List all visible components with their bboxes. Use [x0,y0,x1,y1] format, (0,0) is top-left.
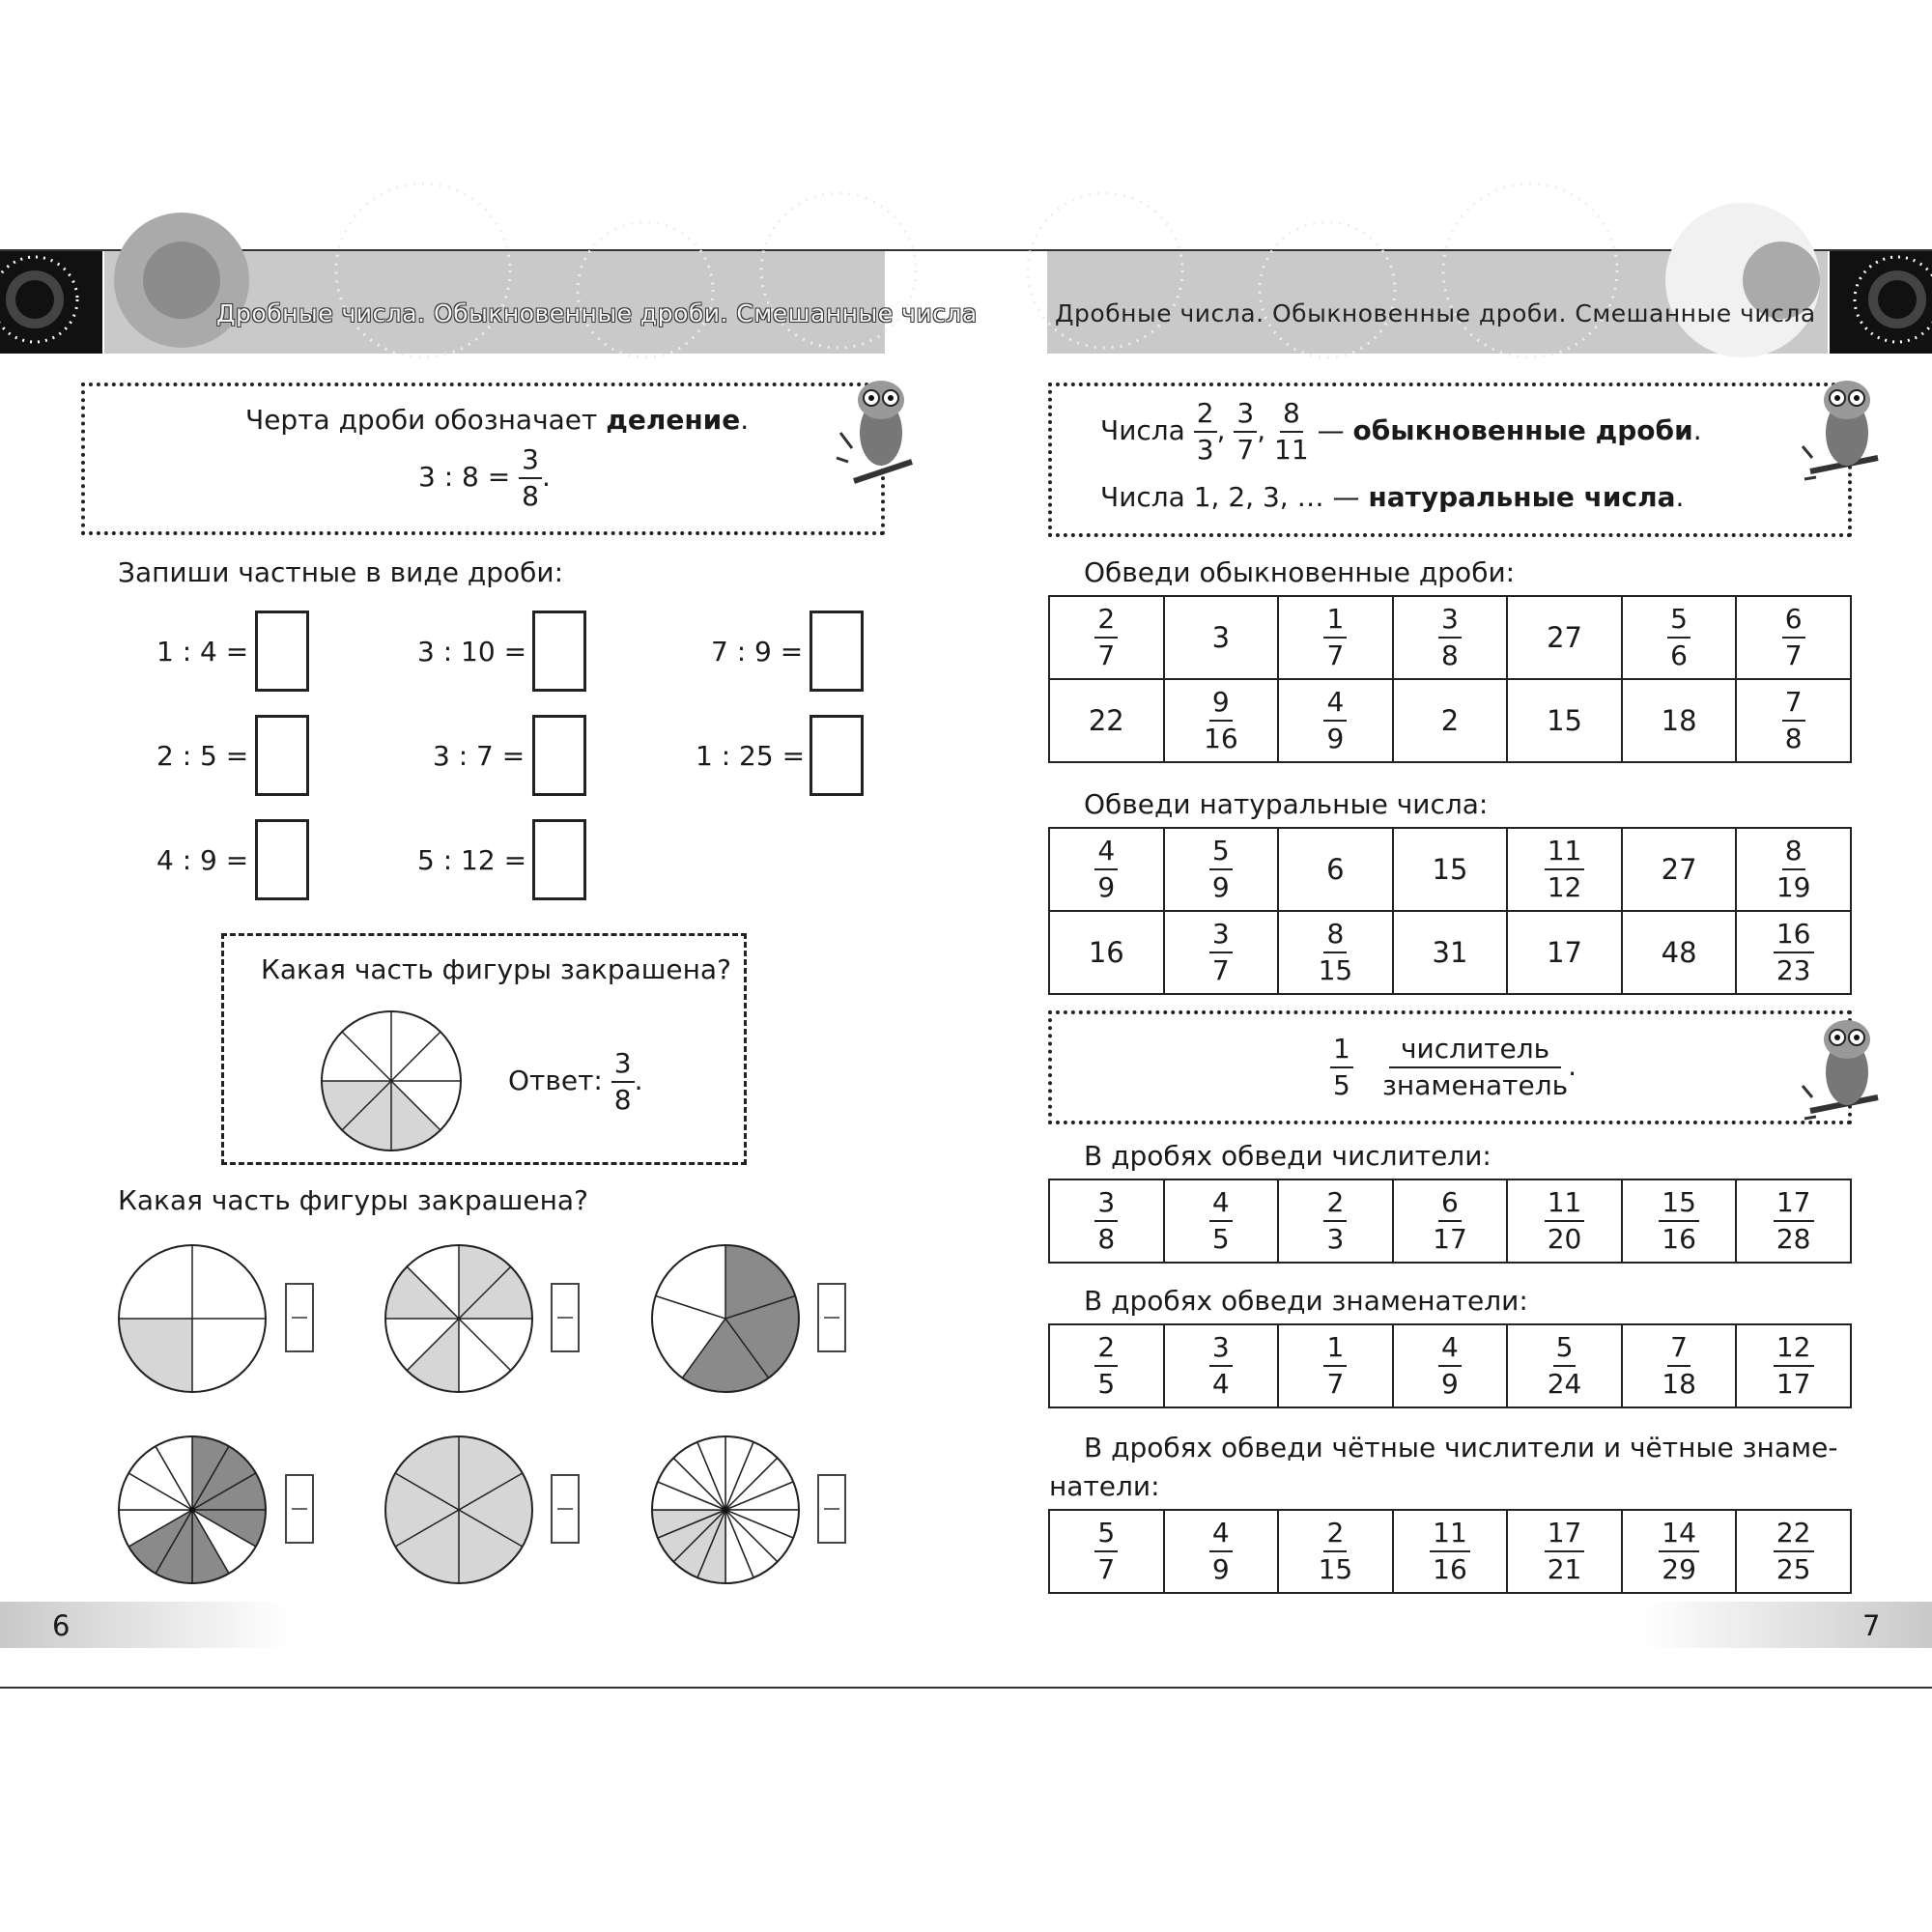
terms-box [1048,1010,1852,1124]
denominator: 7 [1784,639,1803,671]
number: 15 [1547,704,1582,737]
denominator: 6 [1670,639,1688,671]
table-cell[interactable] [1736,1179,1851,1263]
table-cell[interactable] [1622,1324,1737,1407]
table-cell[interactable] [1507,679,1622,762]
table-row [1049,828,1851,911]
fraction [1094,834,1118,905]
numerator: 11 [1545,1185,1585,1222]
denominator: 7 [1326,639,1345,671]
number: 6 [1326,853,1345,886]
fraction [1438,1330,1462,1402]
fraction [1659,1516,1699,1587]
table-cell[interactable] [1507,1324,1622,1407]
table-cell[interactable] [1393,679,1508,762]
table-cell[interactable] [1164,828,1279,911]
numerator: 3 [1209,917,1233,953]
number: 17 [1547,936,1582,969]
denominator: 19 [1776,871,1811,903]
owl-icon [1801,365,1888,491]
division-expression: 5 : 12 = [417,844,527,876]
denominator: 9 [1211,1553,1230,1585]
table-cell[interactable] [1049,1179,1164,1263]
division-expression: 4 : 9 = [156,844,249,876]
task-numerators-title: В дробях обведи числители: [1084,1140,1492,1172]
answer-box[interactable] [255,611,309,692]
fraction [1667,602,1690,673]
fraction [1209,1185,1233,1257]
table-cell[interactable] [1164,596,1279,679]
table-cell[interactable] [1622,828,1737,911]
denominator: 23 [1776,954,1811,986]
number: 48 [1661,936,1697,969]
denominator: 15 [1318,954,1353,986]
circle-eighths [383,1242,535,1395]
denominator: 8 [1097,1223,1116,1255]
table-cell[interactable] [1393,911,1508,994]
denominator: 17 [1433,1223,1467,1255]
numerator: 3 [1438,602,1462,639]
numerator: 5 [1553,1330,1577,1367]
right-page-bar [1642,1602,1932,1648]
answer-box[interactable] [285,1283,314,1352]
denominator: 7 [1097,1553,1116,1585]
rule-text: Черта дроби обозначает деление. [245,404,750,436]
left-header [104,251,978,354]
even-table [1048,1509,1852,1594]
fraction [1548,1330,1582,1402]
table-cell[interactable] [1622,1510,1737,1593]
definition-line2: Числа 1, 2, 3, … — натуральные числа. [1100,481,1685,513]
task2-title: Какая часть фигуры закрашена? [118,1184,588,1216]
numerator: 9 [1209,685,1233,722]
denominator: 9 [1211,871,1230,903]
denominator: 9 [1441,1368,1459,1400]
fraction: $\frac{1}{5}$ [1330,1032,1353,1103]
right-corner-decoration [1830,251,1932,354]
numerator: 16 [1774,917,1814,953]
table-cell[interactable] [1049,911,1164,994]
numerator: 2 [1094,1330,1118,1367]
fraction [1774,1185,1814,1257]
number: 2 [1440,704,1460,737]
table-cell[interactable] [1393,596,1508,679]
table-cell[interactable] [1622,596,1737,679]
fraction: $\frac{2}{3}$ [1194,396,1217,468]
fraction [1774,917,1814,988]
example-circle-eighths [320,1009,463,1152]
numerator: 8 [1323,917,1347,953]
answer-box[interactable] [817,1474,846,1544]
denominator: 5 [1097,1368,1116,1400]
division-expression: 1 : 25 = [696,740,806,772]
table-cell[interactable] [1393,828,1508,911]
denominator: 29 [1662,1553,1696,1585]
denominator: 18 [1662,1368,1696,1400]
numerator: 2 [1323,1516,1347,1552]
denominator: 7 [1097,639,1116,671]
table-cell[interactable] [1164,1179,1279,1263]
table-cell[interactable] [1278,828,1393,911]
fraction [1323,1330,1347,1402]
task-even-title-line2: натели: [1049,1470,1160,1502]
numerator: 3 [1094,1185,1118,1222]
fraction [1782,602,1805,673]
left-corner-decoration [0,251,102,354]
circle-twelfths [116,1434,269,1586]
fraction [1323,685,1347,756]
fraction: $\frac{3}{8}$ [519,442,542,514]
fraction [1323,602,1347,673]
left-page-bar [0,1602,290,1648]
table-cell[interactable] [1622,911,1737,994]
table-cell[interactable] [1736,596,1851,679]
numerator: 4 [1094,834,1118,870]
task-even-title-line1: В дробях обведи чётные числители и чётные знаме- [1084,1432,1838,1463]
header-title-right: Дробные числа. Обыкновенные дроби. Смешанные числа [1055,299,1816,327]
numerator: 7 [1667,1330,1690,1367]
table-cell[interactable] [1049,596,1164,679]
numerator: 4 [1209,1185,1233,1222]
table-cell[interactable] [1049,1324,1164,1407]
table-cell[interactable] [1049,679,1164,762]
number: 27 [1661,853,1697,886]
fractions-table [1048,595,1852,763]
numerator: 12 [1774,1330,1814,1367]
table-cell[interactable] [1507,1510,1622,1593]
table-cell[interactable] [1278,1324,1393,1407]
circle-sixteenths [649,1434,802,1586]
table-cell[interactable] [1393,1324,1508,1407]
denominator: 3 [1326,1223,1345,1255]
table-cell[interactable] [1736,828,1851,911]
fraction [1209,1330,1233,1402]
center-dot [723,1507,728,1513]
denominator: 8 [1784,723,1803,754]
answer-box[interactable] [551,1474,580,1544]
table-cell[interactable] [1278,679,1393,762]
center-dot [189,1507,195,1513]
answer-box[interactable] [532,715,586,796]
denominator: 4 [1211,1368,1230,1400]
fraction: $\frac{3}{7}$ [1234,396,1257,468]
denominator: 24 [1547,1368,1582,1400]
owl-icon [835,365,922,491]
answer-box[interactable] [551,1283,580,1352]
table-cell[interactable] [1736,911,1851,994]
numerator: 2 [1323,1185,1347,1222]
definition-line1: Числа $\frac{2}{3}$ , $\frac{3}{7}$ , $\frac{8}{11}$ — обыкновенные дроби. [1100,397,1702,466]
number: 16 [1088,936,1124,969]
denominator: 20 [1547,1223,1582,1255]
denominator: 16 [1662,1223,1696,1255]
numerator: 14 [1659,1516,1699,1552]
answer-box[interactable] [255,715,309,796]
fraction-labels: $\frac{\text{числитель}}{\text{знаменатель}}$ [1382,1033,1569,1101]
denominator: 21 [1547,1553,1582,1585]
table-cell[interactable] [1622,1179,1737,1263]
numerator: 5 [1209,834,1233,870]
fraction [1094,1330,1118,1402]
denominator: 8 [1441,639,1459,671]
fraction [1209,917,1233,988]
numerator: 6 [1438,1185,1462,1222]
definition-box [1048,383,1852,537]
fraction [1094,1516,1118,1587]
denominator: 16 [1204,723,1238,754]
table-cell[interactable] [1164,1510,1279,1593]
table-row [1049,1510,1851,1593]
table-cell[interactable] [1393,1510,1508,1593]
denominators-table [1048,1323,1852,1408]
fraction [1430,1516,1470,1587]
table-cell[interactable] [1507,828,1622,911]
fraction [1094,602,1118,673]
task-fractions-title: Обведи обыкновенные дроби: [1084,556,1516,588]
example-box [221,933,747,1165]
table-cell[interactable] [1278,911,1393,994]
denominator: 28 [1776,1223,1811,1255]
denominator: 25 [1776,1553,1811,1585]
fraction [1545,1185,1585,1257]
number: 3 [1211,621,1231,654]
numerator: 22 [1774,1516,1814,1552]
fraction [1209,1516,1233,1587]
table-cell[interactable] [1736,1510,1851,1593]
right-header [1047,251,1828,354]
fraction [1782,685,1805,756]
number: 22 [1088,704,1124,737]
table-row [1049,596,1851,679]
example-question: Какая часть фигуры закрашена? [261,953,731,985]
table-cell[interactable] [1164,679,1279,762]
table-cell[interactable] [1164,911,1279,994]
number: 31 [1432,936,1468,969]
numerator: 4 [1438,1330,1462,1367]
division-expression: 3 : 7 = [433,740,526,772]
table-cell[interactable] [1622,679,1737,762]
division-expression: 2 : 5 = [156,740,249,772]
circle-quarters [116,1242,269,1395]
header-title-left: Дробные числа. Обыкновенные дроби. Смешанные числа [216,299,978,327]
fraction [1774,1516,1814,1587]
task-denominators-title: В дробях обведи знаменатели: [1084,1285,1528,1317]
fraction [1323,1185,1347,1257]
numerator: 17 [1774,1185,1814,1222]
circle-fifths [649,1242,802,1395]
concentric-circles-icon [0,251,102,354]
denominator: 7 [1326,1368,1345,1400]
number: 27 [1547,621,1582,654]
numerator: 8 [1782,834,1805,870]
number: 15 [1432,853,1468,886]
fraction: $\frac{8}{11}$ [1274,397,1309,466]
numerator: 6 [1782,602,1805,639]
table-row [1049,1324,1851,1407]
answer-box[interactable] [285,1474,314,1544]
task-naturals-title: Обведи натуральные числа: [1084,788,1489,820]
rule-bold: деление [606,404,741,436]
fraction [1659,1185,1699,1257]
terms-labels: $\frac{\text{числитель}}{\text{знаменатель}}$ . [1382,1033,1577,1101]
example-answer: Ответ: $\frac{3}{8}$ . [508,1047,643,1116]
numerator: 11 [1430,1516,1470,1552]
rule-box [81,383,885,535]
table-cell[interactable] [1164,1324,1279,1407]
fraction: $\frac{3}{8}$ [611,1046,635,1118]
numerator: 17 [1545,1516,1585,1552]
denominator: 5 [1211,1223,1230,1255]
division-expression: 3 : 10 = [417,636,527,668]
numerator: 2 [1094,602,1118,639]
denominator: 9 [1326,723,1345,754]
table-cell[interactable] [1507,1179,1622,1263]
denominator: 9 [1097,871,1116,903]
concentric-circles-icon [1830,251,1932,354]
numerator: 3 [1209,1330,1233,1367]
owl-icon [1801,1005,1888,1130]
answer-box[interactable] [810,611,864,692]
table-row [1049,679,1851,762]
table-cell[interactable] [1049,828,1164,911]
table-cell[interactable] [1507,596,1622,679]
denominator: 17 [1776,1368,1811,1400]
table-cell[interactable] [1278,1179,1393,1263]
fraction [1545,834,1585,905]
book-spread [0,249,1932,1689]
table-cell[interactable] [1049,1510,1164,1593]
circle-sixths-full [383,1434,535,1586]
answer-box[interactable] [255,819,309,900]
denominator: 15 [1318,1553,1353,1585]
fraction [1662,1330,1696,1402]
fraction [1209,834,1233,905]
page-number-left: 6 [52,1609,71,1642]
table-cell[interactable] [1736,679,1851,762]
answer-box[interactable] [817,1283,846,1352]
numerator: 5 [1667,602,1690,639]
table-row [1049,911,1851,994]
answer-box[interactable] [532,819,586,900]
answer-box[interactable] [532,611,586,692]
division-expression: 7 : 9 = [711,636,804,668]
number: 18 [1661,704,1697,737]
fraction [1438,602,1462,673]
naturals-table [1048,827,1852,995]
numerator: 5 [1094,1516,1118,1552]
numerator: 4 [1209,1516,1233,1552]
table-cell[interactable] [1278,596,1393,679]
numerator: 15 [1659,1185,1699,1222]
fraction [1319,917,1353,988]
numerator: 1 [1323,1330,1347,1367]
page-number-right: 7 [1862,1609,1881,1642]
table-row [1049,1179,1851,1263]
numerator: 11 [1545,834,1585,870]
table-cell[interactable] [1278,1510,1393,1593]
fraction [1204,685,1238,756]
numerators-table [1048,1179,1852,1264]
task1-title: Запиши частные в виде дроби: [118,556,564,588]
denominator: 7 [1211,954,1230,986]
denominator: 16 [1433,1553,1467,1585]
table-cell[interactable] [1507,911,1622,994]
numerator: 7 [1782,685,1805,722]
division-expression: 1 : 4 = [156,636,249,668]
rule-example: 3 : 8 = $\frac{3}{8}$ . [418,443,551,512]
fraction [1094,1185,1118,1257]
answer-box[interactable] [810,715,864,796]
fraction [1545,1516,1585,1587]
fraction [1774,1330,1814,1402]
numerator: 1 [1323,602,1347,639]
fraction [1319,1516,1353,1587]
numerator: 4 [1323,685,1347,722]
denominator: 12 [1547,871,1582,903]
table-cell[interactable] [1393,1179,1508,1263]
fraction [1776,834,1811,905]
fraction [1433,1185,1467,1257]
table-cell[interactable] [1736,1324,1851,1407]
terms-fraction [1330,1032,1353,1103]
